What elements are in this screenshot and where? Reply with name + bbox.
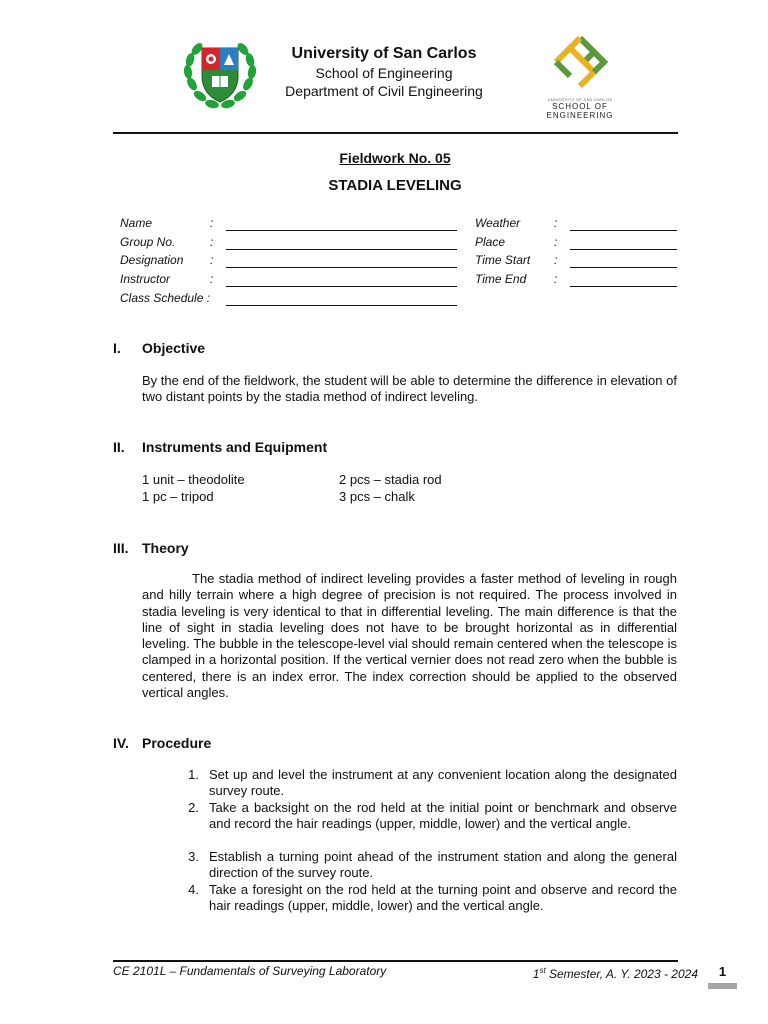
section-title-instruments: Instruments and Equipment (142, 439, 328, 455)
department-name: Department of Civil Engineering (285, 83, 483, 99)
form-colon: : (210, 235, 214, 249)
theory-text: The stadia method of indirect leveling provides a faster method of leveling in rough and hilly terrain where a high degree of precision is not required. The process involved in stadia leveling is very identical to that in differential leveling. The main difference is that the line of sight in stadia leveling does not have to be brought horizontal as in differential leveling. The bubble in the telescope-level vial should remain centered when the telescope is clamped in a horizontal position. If the vertical vernier does not read zero when the bubble is centered, there is an index error. The index correction should be applied to the observed vertical angles. (142, 571, 677, 701)
procedure-step-number: 4. (188, 882, 199, 897)
form-colon: : (554, 272, 558, 286)
form-label-place: Place (475, 235, 506, 249)
procedure-step-text: Establish a turning point ahead of the instrument station and along the general direction of the survey route. (209, 849, 677, 881)
name-field[interactable] (226, 230, 457, 231)
form-colon: : (210, 216, 214, 230)
designation-field[interactable] (226, 267, 457, 268)
section-number: II. (113, 439, 125, 455)
form-colon: : (210, 272, 214, 286)
logo-caption-small: UNIVERSITY OF SAN CARLOS (547, 97, 613, 102)
section-title-objective: Objective (142, 340, 206, 356)
class-schedule-field[interactable] (226, 305, 457, 306)
form-label-designation: Designation (120, 253, 184, 267)
form-label-weather: Weather (475, 216, 521, 230)
header-block (0, 44, 768, 100)
form-label-name: Name (120, 216, 153, 230)
section-number: III. (113, 540, 129, 556)
section-number: I. (113, 340, 121, 356)
fieldwork-title: STADIA LEVELING (328, 177, 462, 194)
instrument-item: 2 pcs – stadia rod (339, 472, 442, 487)
logo-caption-line2: ENGINEERING (546, 111, 614, 120)
page-number: 1 (718, 964, 727, 979)
section-number: IV. (113, 735, 129, 751)
fieldwork-number: Fieldwork No. 05 (339, 150, 451, 166)
procedure-step-text: Take a backsight on the rod held at the initial point or benchmark and observe and record the hair readings (upper, middle, lower) and the vertical angle. (209, 800, 677, 832)
form-label-group-no: Group No. (120, 235, 176, 249)
university-name: University of San Carlos (291, 45, 477, 62)
logo-caption-line1: SCHOOL OF (552, 102, 608, 111)
header-divider (113, 132, 678, 134)
page-number-bar (708, 983, 737, 989)
section-title-theory: Theory (142, 540, 189, 556)
form-colon: : (554, 253, 558, 267)
time-start-field[interactable] (570, 267, 677, 268)
form-label-time-end: Time End (475, 272, 527, 286)
procedure-step-number: 2. (188, 800, 199, 815)
form-colon: : (554, 235, 558, 249)
instructor-field[interactable] (226, 286, 457, 287)
school-name: School of Engineering (315, 65, 453, 81)
group-no-field[interactable] (226, 249, 457, 250)
footer-course: CE 2101L – Fundamentals of Surveying Laboratory (113, 964, 387, 978)
section-title-procedure: Procedure (142, 735, 212, 751)
procedure-step-text: Set up and level the instrument at any convenient location along the designated survey route. (209, 767, 677, 799)
procedure-step-number: 3. (188, 849, 199, 864)
time-end-field[interactable] (570, 286, 677, 287)
semester-ordinal: st (539, 966, 546, 975)
procedure-step-number: 1. (188, 767, 199, 782)
footer-semester (500, 964, 698, 981)
school-of-engineering-logo (540, 32, 620, 118)
semester-number: 1 (532, 967, 540, 981)
procedure-step-text: Take a foresight on the rod held at the turning point and observe and record the hair readings (upper, middle, lower) and the vertical angle. (209, 882, 677, 914)
place-field[interactable] (570, 249, 677, 250)
objective-text: By the end of the fieldwork, the student will be able to determine the difference in elevation of two distant points by the stadia method of indirect leveling. (142, 373, 677, 405)
form-colon: : (554, 216, 558, 230)
form-label-class-schedule: Class Schedule : (120, 291, 211, 305)
form-label-time-start: Time Start (475, 253, 531, 267)
form-colon: : (210, 253, 214, 267)
instrument-item: 1 pc – tripod (142, 489, 214, 504)
instrument-item: 1 unit – theodolite (142, 472, 245, 487)
footer-divider (113, 960, 678, 962)
form-label-instructor: Instructor (120, 272, 171, 286)
semester-text: Semester, A. Y. 2023 - 2024 (545, 967, 698, 981)
weather-field[interactable] (570, 230, 677, 231)
instrument-item: 3 pcs – chalk (339, 489, 415, 504)
